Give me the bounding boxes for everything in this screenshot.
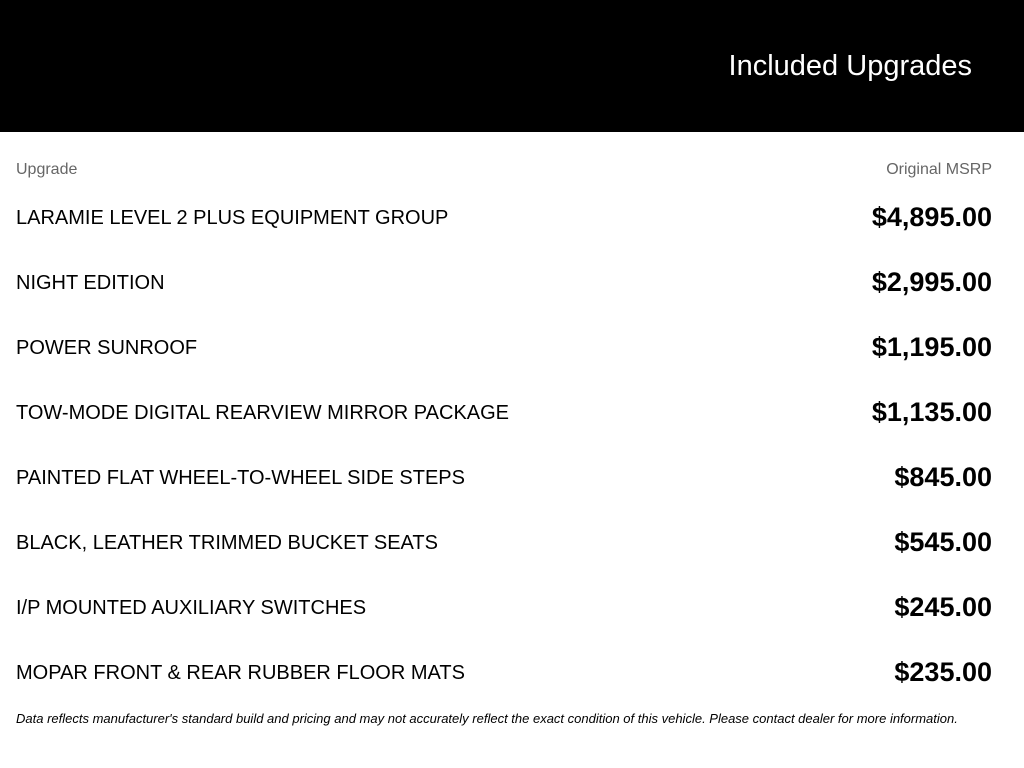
column-header-upgrade: Upgrade bbox=[16, 161, 78, 178]
disclaimer-text: Data reflects manufacturer's standard build and pricing and may not accurately reflect the exact condition of this vehicle. Please contact dealer for more information. bbox=[16, 711, 958, 726]
upgrade-price: $1,195.00 bbox=[871, 332, 992, 362]
table-row bbox=[16, 510, 992, 575]
upgrade-price: $2,995.00 bbox=[871, 267, 992, 297]
upgrades-table bbox=[16, 158, 992, 687]
column-header-msrp: Original MSRP bbox=[886, 161, 992, 178]
table-row bbox=[16, 185, 992, 250]
upgrade-name: POWER SUNROOF bbox=[16, 337, 198, 359]
upgrade-name: I/P MOUNTED AUXILIARY SWITCHES bbox=[16, 597, 367, 619]
table-body bbox=[16, 185, 992, 705]
upgrade-price: $1,135.00 bbox=[871, 397, 992, 427]
table-row bbox=[16, 575, 992, 640]
table-row bbox=[16, 250, 992, 315]
header-banner bbox=[0, 0, 1024, 132]
upgrade-name: LARAMIE LEVEL 2 PLUS EQUIPMENT GROUP bbox=[16, 207, 449, 229]
upgrade-price: $4,895.00 bbox=[871, 202, 992, 232]
upgrade-name: TOW-MODE DIGITAL REARVIEW MIRROR PACKAGE bbox=[16, 402, 510, 424]
upgrade-name: BLACK, LEATHER TRIMMED BUCKET SEATS bbox=[16, 532, 438, 554]
table-row bbox=[16, 380, 992, 445]
table-row bbox=[16, 315, 992, 380]
upgrade-price: $845.00 bbox=[894, 462, 992, 492]
table-row bbox=[16, 640, 992, 705]
upgrade-price: $235.00 bbox=[894, 657, 992, 687]
upgrade-price: $245.00 bbox=[894, 592, 992, 622]
upgrade-price: $545.00 bbox=[894, 527, 992, 557]
page-title: Included Upgrades bbox=[728, 50, 972, 82]
table-header-row bbox=[16, 158, 992, 182]
upgrade-name: NIGHT EDITION bbox=[16, 272, 165, 294]
table-row bbox=[16, 445, 992, 510]
upgrade-name: PAINTED FLAT WHEEL-TO-WHEEL SIDE STEPS bbox=[16, 467, 465, 489]
upgrade-name: MOPAR FRONT & REAR RUBBER FLOOR MATS bbox=[16, 662, 465, 684]
